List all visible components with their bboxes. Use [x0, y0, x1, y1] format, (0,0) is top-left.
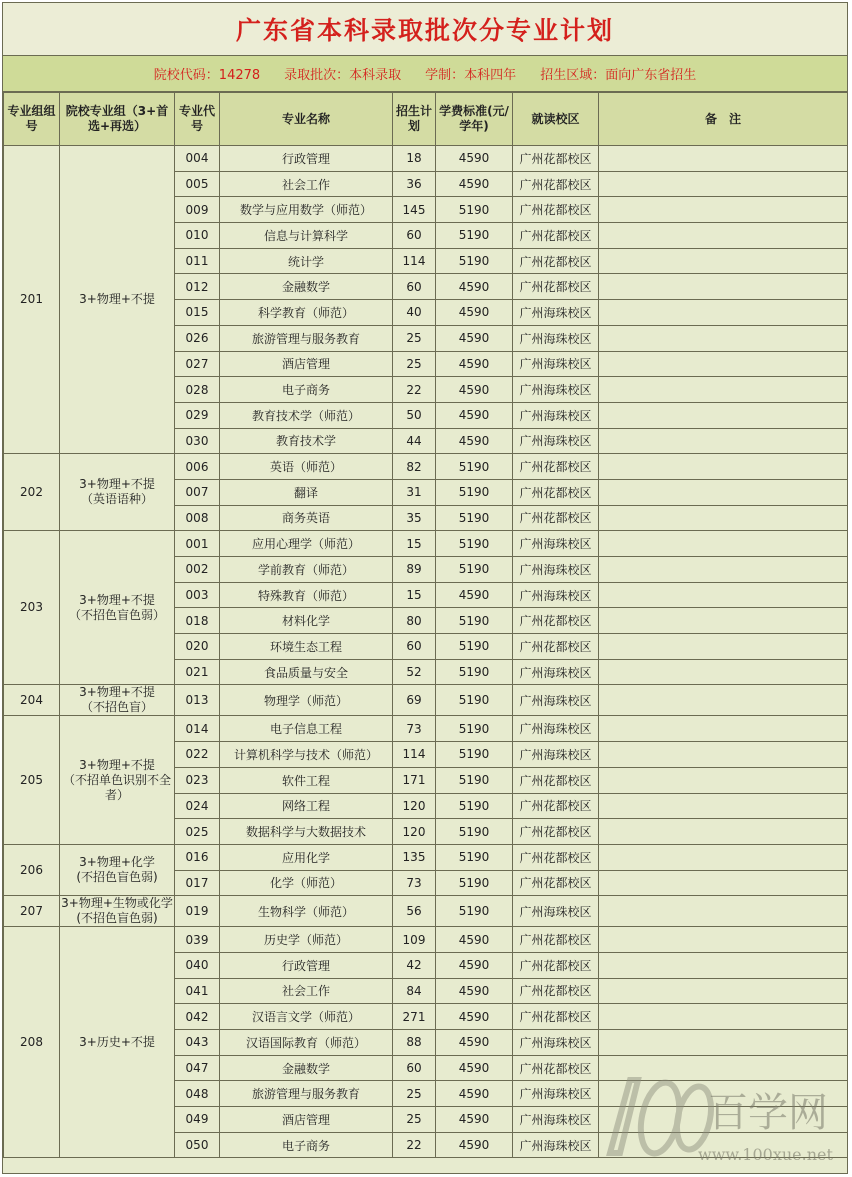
campus: 广州花都校区 [513, 870, 599, 896]
major-name: 电子信息工程 [220, 716, 393, 742]
note-cell [599, 582, 848, 608]
enrollment-plan: 145 [393, 197, 436, 223]
major-name: 汉语言文学（师范） [220, 1004, 393, 1030]
header-fee: 学费标准(元/学年) [436, 93, 513, 146]
major-code: 012 [175, 274, 220, 300]
campus: 广州海珠校区 [513, 659, 599, 685]
enrollment-plan: 73 [393, 870, 436, 896]
major-code: 006 [175, 454, 220, 480]
major-name: 历史学（师范） [220, 927, 393, 953]
major-code: 039 [175, 927, 220, 953]
major-name: 应用化学 [220, 844, 393, 870]
group-name: 3+物理+不提 （不招单色识别不全者） [60, 716, 175, 844]
group-name: 3+物理+不提 （英语语种） [60, 454, 175, 531]
enrollment-plan: 60 [393, 634, 436, 660]
major-code: 005 [175, 171, 220, 197]
campus: 广州海珠校区 [513, 896, 599, 927]
major-name: 学前教育（师范） [220, 557, 393, 583]
major-code: 018 [175, 608, 220, 634]
enrollment-plan: 35 [393, 505, 436, 531]
tuition-fee: 5190 [436, 870, 513, 896]
tuition-fee: 4590 [436, 1004, 513, 1030]
enrollment-plan: 22 [393, 377, 436, 403]
major-code: 003 [175, 582, 220, 608]
major-code: 023 [175, 767, 220, 793]
table-row [4, 927, 848, 953]
tuition-fee: 5190 [436, 557, 513, 583]
major-name: 汉语国际教育（师范） [220, 1030, 393, 1056]
note-cell [599, 351, 848, 377]
major-code: 029 [175, 402, 220, 428]
campus: 广州花都校区 [513, 171, 599, 197]
enrollment-plan: 15 [393, 582, 436, 608]
enrollment-plan: 25 [393, 351, 436, 377]
campus: 广州花都校区 [513, 844, 599, 870]
major-code: 014 [175, 716, 220, 742]
group-name: 3+物理+不提 （不招色盲色弱） [60, 531, 175, 685]
tuition-fee: 4590 [436, 978, 513, 1004]
enrollment-plan: 114 [393, 742, 436, 768]
tuition-fee: 5190 [436, 659, 513, 685]
note-cell [599, 171, 848, 197]
tuition-fee: 4590 [436, 1055, 513, 1081]
enrollment-plan: 31 [393, 479, 436, 505]
school-info-bar [3, 56, 847, 92]
major-name: 金融数学 [220, 274, 393, 300]
enrollment-plan: 80 [393, 608, 436, 634]
campus: 广州海珠校区 [513, 716, 599, 742]
enrollment-plan: 84 [393, 978, 436, 1004]
enrollment-plan: 36 [393, 171, 436, 197]
tuition-fee: 4590 [436, 300, 513, 326]
major-name: 化学（师范） [220, 870, 393, 896]
enrollment-plan: 109 [393, 927, 436, 953]
campus: 广州花都校区 [513, 767, 599, 793]
table-row [4, 685, 848, 716]
major-code: 025 [175, 819, 220, 845]
campus: 广州花都校区 [513, 454, 599, 480]
note-cell [599, 557, 848, 583]
group-name: 3+历史+不提 [60, 927, 175, 1158]
major-name: 特殊教育（师范） [220, 582, 393, 608]
tuition-fee: 4590 [436, 1132, 513, 1158]
note-cell [599, 1055, 848, 1081]
note-cell [599, 146, 848, 172]
enrollment-plan: 60 [393, 1055, 436, 1081]
major-code: 008 [175, 505, 220, 531]
table-row [4, 531, 848, 557]
note-cell [599, 952, 848, 978]
tuition-fee: 5190 [436, 248, 513, 274]
group-number: 203 [4, 531, 60, 685]
note-cell [599, 716, 848, 742]
enrollment-plan: 73 [393, 716, 436, 742]
major-name: 酒店管理 [220, 1107, 393, 1133]
campus: 广州花都校区 [513, 1004, 599, 1030]
header-note: 备 注 [599, 93, 848, 146]
tuition-fee: 5190 [436, 608, 513, 634]
note-cell [599, 402, 848, 428]
note-cell [599, 767, 848, 793]
campus: 广州海珠校区 [513, 428, 599, 454]
major-plan-table [3, 92, 848, 1158]
group-name: 3+物理+生物或化学 (不招色盲色弱) [61, 896, 173, 926]
tuition-fee: 5190 [436, 896, 513, 927]
campus: 广州海珠校区 [513, 300, 599, 326]
group-number: 204 [4, 685, 60, 716]
major-code: 007 [175, 479, 220, 505]
header-campus: 就读校区 [513, 93, 599, 146]
major-code: 026 [175, 325, 220, 351]
enrollment-plan: 44 [393, 428, 436, 454]
enrollment-plan: 89 [393, 557, 436, 583]
enrollment-plan: 88 [393, 1030, 436, 1056]
note-cell [599, 659, 848, 685]
tuition-fee: 4590 [436, 1030, 513, 1056]
tuition-fee: 4590 [436, 351, 513, 377]
major-name: 食品质量与安全 [220, 659, 393, 685]
major-code: 004 [175, 146, 220, 172]
major-name: 计算机科学与技术（师范） [220, 742, 393, 768]
campus: 广州花都校区 [513, 248, 599, 274]
campus: 广州花都校区 [513, 146, 599, 172]
major-name: 电子商务 [220, 377, 393, 403]
watermark-text: 百学网 [708, 1090, 828, 1136]
enrollment-plan: 82 [393, 454, 436, 480]
major-name: 电子商务 [220, 1132, 393, 1158]
group-number: 207 [4, 896, 60, 927]
note-cell [599, 1107, 848, 1133]
enrollment-plan: 42 [393, 952, 436, 978]
enrollment-plan: 56 [393, 896, 436, 927]
note-cell [599, 978, 848, 1004]
major-name: 应用心理学（师范） [220, 531, 393, 557]
tuition-fee: 4590 [436, 952, 513, 978]
major-name: 英语（师范） [220, 454, 393, 480]
major-name: 网络工程 [220, 793, 393, 819]
tuition-fee: 4590 [436, 377, 513, 403]
tuition-fee: 4590 [436, 171, 513, 197]
note-cell [599, 479, 848, 505]
header-group-name: 院校专业组（3+首选+再选） [60, 93, 175, 146]
campus: 广州花都校区 [513, 223, 599, 249]
major-code: 047 [175, 1055, 220, 1081]
major-name: 酒店管理 [220, 351, 393, 377]
tuition-fee: 5190 [436, 634, 513, 660]
note-cell [599, 927, 848, 953]
major-name: 物理学（师范） [220, 685, 393, 716]
major-name: 材料化学 [220, 608, 393, 634]
enrollment-plan: 171 [393, 767, 436, 793]
tuition-fee: 5190 [436, 685, 513, 716]
major-code: 002 [175, 557, 220, 583]
enrollment-plan: 120 [393, 793, 436, 819]
note-cell [599, 742, 848, 768]
major-code: 001 [175, 531, 220, 557]
tuition-fee: 4590 [436, 1081, 513, 1107]
major-code: 013 [175, 685, 220, 716]
major-code: 027 [175, 351, 220, 377]
enrollment-plan: 40 [393, 300, 436, 326]
note-cell [599, 608, 848, 634]
group-name: 3+物理+化学 (不招色盲色弱) [60, 844, 175, 895]
group-name: 3+物理+不提 （不招色盲） [60, 685, 175, 716]
note-cell [599, 870, 848, 896]
page-title: 广东省本科录取批次分专业计划 [3, 3, 847, 56]
enrollment-plan: 135 [393, 844, 436, 870]
campus: 广州海珠校区 [513, 742, 599, 768]
tuition-fee: 5190 [436, 793, 513, 819]
campus: 广州花都校区 [513, 952, 599, 978]
major-code: 024 [175, 793, 220, 819]
tuition-fee: 4590 [436, 274, 513, 300]
enrollment-plan: 52 [393, 659, 436, 685]
group-number: 202 [4, 454, 60, 531]
tuition-fee: 4590 [436, 325, 513, 351]
campus: 广州海珠校区 [513, 582, 599, 608]
major-name: 生物科学（师范） [220, 896, 393, 927]
tuition-fee: 5190 [436, 505, 513, 531]
major-code: 011 [175, 248, 220, 274]
note-cell [599, 325, 848, 351]
note-cell [599, 1081, 848, 1107]
enrollment-plan: 120 [393, 819, 436, 845]
major-name: 数据科学与大数据技术 [220, 819, 393, 845]
note-cell [599, 685, 848, 716]
enrollment-plan: 22 [393, 1132, 436, 1158]
header-group-no: 专业组组号 [4, 93, 60, 146]
major-name: 信息与计算科学 [220, 223, 393, 249]
group-number: 205 [4, 716, 60, 844]
note-cell [599, 793, 848, 819]
table-row [4, 454, 848, 480]
group-number: 208 [4, 927, 60, 1158]
note-cell [599, 248, 848, 274]
major-code: 028 [175, 377, 220, 403]
school-code: 院校代码：14278 [153, 68, 261, 83]
campus: 广州海珠校区 [513, 351, 599, 377]
campus: 广州海珠校区 [513, 402, 599, 428]
enrollment-plan: 60 [393, 223, 436, 249]
table-row [4, 844, 848, 870]
enrollment-plan: 60 [393, 274, 436, 300]
major-code: 040 [175, 952, 220, 978]
major-name: 科学教育（师范） [220, 300, 393, 326]
tuition-fee: 5190 [436, 454, 513, 480]
tuition-fee: 5190 [436, 767, 513, 793]
group-number: 206 [4, 844, 60, 895]
major-name: 翻译 [220, 479, 393, 505]
major-code: 019 [175, 896, 220, 927]
note-cell [599, 819, 848, 845]
campus: 广州花都校区 [513, 634, 599, 660]
major-code: 048 [175, 1081, 220, 1107]
note-cell [599, 274, 848, 300]
enrollment-plan: 69 [393, 685, 436, 716]
campus: 广州花都校区 [513, 608, 599, 634]
note-cell [599, 505, 848, 531]
table-header-row [4, 93, 848, 146]
major-code: 043 [175, 1030, 220, 1056]
major-code: 016 [175, 844, 220, 870]
major-name: 社会工作 [220, 978, 393, 1004]
major-name: 商务英语 [220, 505, 393, 531]
campus: 广州花都校区 [513, 819, 599, 845]
major-name: 旅游管理与服务教育 [220, 325, 393, 351]
enrollment-plan: 25 [393, 1081, 436, 1107]
major-code: 009 [175, 197, 220, 223]
watermark-url: www.100xue.net [698, 1145, 833, 1164]
campus: 广州花都校区 [513, 1055, 599, 1081]
campus: 广州海珠校区 [513, 1107, 599, 1133]
note-cell [599, 634, 848, 660]
enrollment-plan: 25 [393, 325, 436, 351]
group-number: 201 [4, 146, 60, 454]
tuition-fee: 5190 [436, 197, 513, 223]
tuition-fee: 4590 [436, 582, 513, 608]
tuition-fee: 5190 [436, 479, 513, 505]
campus: 广州花都校区 [513, 505, 599, 531]
tuition-fee: 5190 [436, 223, 513, 249]
header-major-code: 专业代号 [175, 93, 220, 146]
major-code: 022 [175, 742, 220, 768]
admission-batch: 录取批次：本科录取 [284, 68, 402, 83]
enrollment-plan: 114 [393, 248, 436, 274]
campus: 广州花都校区 [513, 197, 599, 223]
campus: 广州海珠校区 [513, 1132, 599, 1158]
table-row [4, 896, 848, 927]
major-code: 020 [175, 634, 220, 660]
enrollment-region: 招生区域：面向广东省招生 [540, 68, 697, 83]
campus: 广州花都校区 [513, 927, 599, 953]
campus: 广州花都校区 [513, 274, 599, 300]
campus: 广州海珠校区 [513, 531, 599, 557]
header-major-name: 专业名称 [220, 93, 393, 146]
note-cell [599, 377, 848, 403]
tuition-fee: 4590 [436, 428, 513, 454]
campus: 广州海珠校区 [513, 685, 599, 716]
note-cell [599, 223, 848, 249]
major-code: 015 [175, 300, 220, 326]
tuition-fee: 5190 [436, 742, 513, 768]
tuition-fee: 4590 [436, 402, 513, 428]
enrollment-plan: 25 [393, 1107, 436, 1133]
campus: 广州海珠校区 [513, 1081, 599, 1107]
major-name: 环境生态工程 [220, 634, 393, 660]
major-name: 金融数学 [220, 1055, 393, 1081]
major-code: 050 [175, 1132, 220, 1158]
table-row [4, 716, 848, 742]
tuition-fee: 5190 [436, 716, 513, 742]
major-name: 数学与应用数学（师范） [220, 197, 393, 223]
tuition-fee: 5190 [436, 844, 513, 870]
major-code: 030 [175, 428, 220, 454]
major-code: 021 [175, 659, 220, 685]
header-plan: 招生计划 [393, 93, 436, 146]
tuition-fee: 4590 [436, 146, 513, 172]
campus: 广州花都校区 [513, 978, 599, 1004]
note-cell [599, 896, 848, 927]
enrollment-plan: 271 [393, 1004, 436, 1030]
major-code: 041 [175, 978, 220, 1004]
major-name: 统计学 [220, 248, 393, 274]
major-code: 049 [175, 1107, 220, 1133]
major-name: 教育技术学（师范） [220, 402, 393, 428]
major-code: 017 [175, 870, 220, 896]
campus: 广州花都校区 [513, 479, 599, 505]
note-cell [599, 1030, 848, 1056]
major-code: 042 [175, 1004, 220, 1030]
major-name: 社会工作 [220, 171, 393, 197]
enrollment-plan: 15 [393, 531, 436, 557]
note-cell [599, 197, 848, 223]
major-name: 旅游管理与服务教育 [220, 1081, 393, 1107]
note-cell [599, 454, 848, 480]
note-cell [599, 531, 848, 557]
major-name: 行政管理 [220, 952, 393, 978]
table-body [4, 146, 848, 1158]
major-code: 010 [175, 223, 220, 249]
tuition-fee: 4590 [436, 927, 513, 953]
study-length: 学制：本科四年 [425, 68, 517, 83]
admission-plan-page [2, 2, 848, 1174]
note-cell [599, 428, 848, 454]
note-cell [599, 1132, 848, 1158]
note-cell [599, 844, 848, 870]
major-name: 软件工程 [220, 767, 393, 793]
enrollment-plan: 18 [393, 146, 436, 172]
campus: 广州海珠校区 [513, 557, 599, 583]
table-row [4, 146, 848, 172]
tuition-fee: 5190 [436, 819, 513, 845]
major-name: 教育技术学 [220, 428, 393, 454]
campus: 广州海珠校区 [513, 325, 599, 351]
major-name: 行政管理 [220, 146, 393, 172]
tuition-fee: 4590 [436, 1107, 513, 1133]
campus: 广州海珠校区 [513, 1030, 599, 1056]
campus: 广州花都校区 [513, 793, 599, 819]
tuition-fee: 5190 [436, 531, 513, 557]
campus: 广州海珠校区 [513, 377, 599, 403]
enrollment-plan: 50 [393, 402, 436, 428]
note-cell [599, 300, 848, 326]
note-cell [599, 1004, 848, 1030]
group-name: 3+物理+不提 [60, 146, 175, 454]
